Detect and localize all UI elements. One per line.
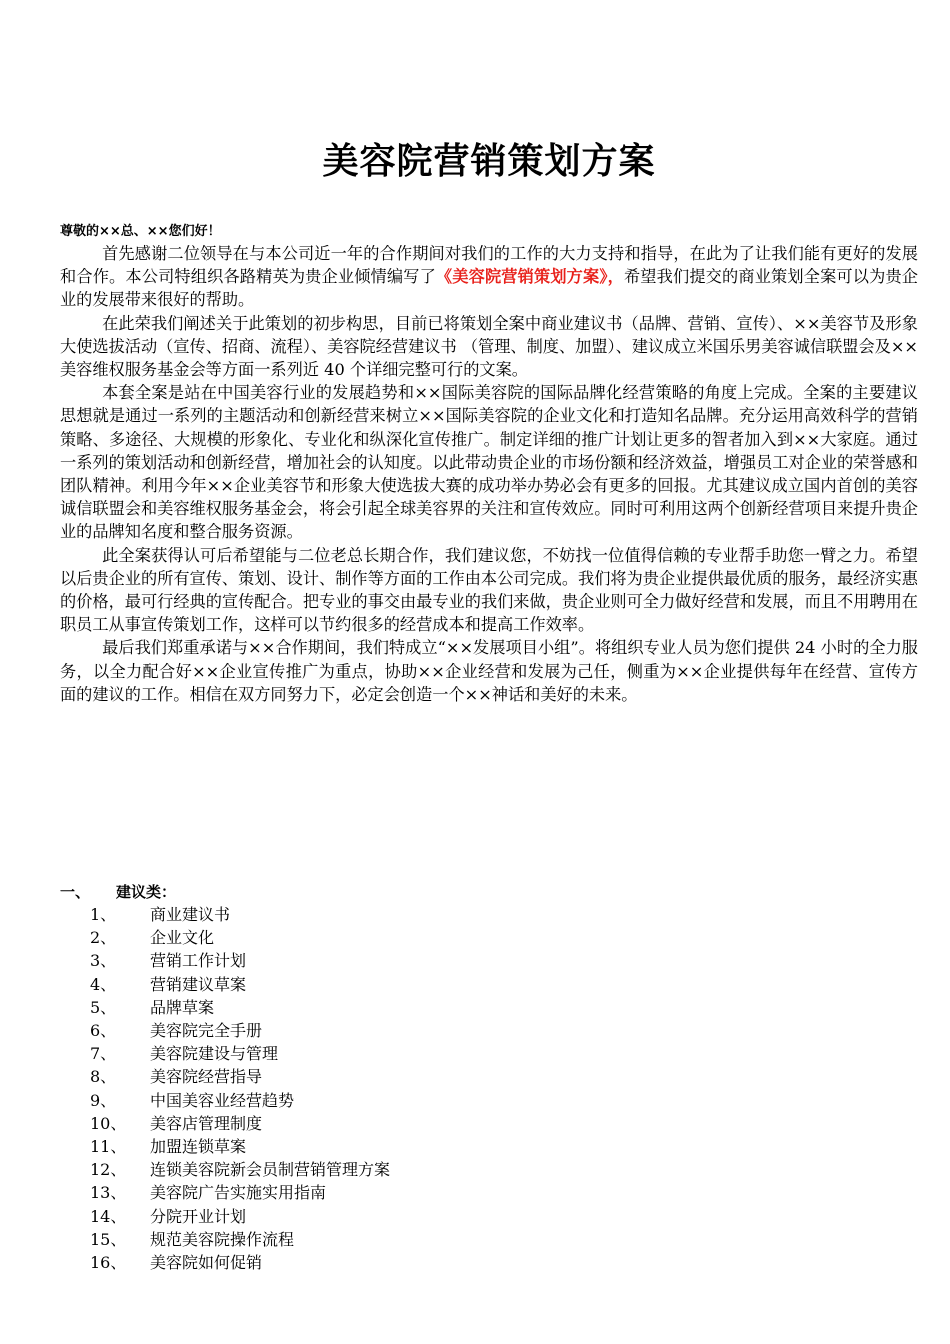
list-item-index: 10、 <box>90 1113 127 1133</box>
list-item <box>90 973 390 996</box>
suggestion-list <box>90 903 390 1274</box>
list-item-index: 6、 <box>90 1021 117 1041</box>
list-item <box>90 1135 390 1158</box>
list-item-index: 11、 <box>90 1137 127 1157</box>
section-title: 建议类： <box>116 883 177 901</box>
list-item-index: 5、 <box>90 997 117 1017</box>
list-item-index: 2、 <box>90 928 117 948</box>
list-item-index: 12、 <box>90 1160 127 1180</box>
list-item-label: 分院开业计划 <box>150 1206 247 1226</box>
list-item-label: 商业建议书 <box>150 905 231 924</box>
list-item <box>90 1065 390 1088</box>
list-item-label: 企业文化 <box>150 928 215 948</box>
list-item-index: 1、 <box>90 905 117 924</box>
list-item-label: 加盟连锁草案 <box>150 1137 247 1157</box>
list-item <box>90 926 390 949</box>
list-item-index: 16、 <box>90 1253 127 1273</box>
list-item-index: 15、 <box>90 1229 127 1249</box>
proposal-title-highlight: 《美容院营销策划方案》， <box>435 267 624 287</box>
paragraph-1 <box>60 242 918 312</box>
list-item <box>90 1205 390 1228</box>
list-item-label: 营销建议草案 <box>150 974 247 994</box>
list-item <box>90 1251 390 1274</box>
list-item <box>90 996 390 1019</box>
list-item-label: 品牌草案 <box>150 997 215 1017</box>
list-item <box>90 1112 390 1135</box>
list-item-label: 美容院经营指导 <box>150 1067 263 1087</box>
list-item-index: 13、 <box>90 1183 127 1203</box>
list-item <box>90 1042 390 1065</box>
paragraph-5: 最后我们郑重承诺与××合作期间，我们特成立“××发展项目小组”。将组织专业人员为您们提供 24 小时的全力服务，以全力配合好××企业宣传推广为重点，协助××企业经营和发展为己任，侧重为××企业提供每年在经营、宣传方面的建议的工作。相信在双方同努力下，必定会创造一个××神话和美好的未来。 <box>60 638 918 704</box>
list-item <box>90 1181 390 1204</box>
paragraph-4: 此全案获得认可后希望能与二位老总长期合作，我们建议您，不妨找一位值得信赖的专业帮手助您一臂之力。希望以后贵企业的所有宣传、策划、设计、制作等方面的工作由本公司完成。我们将为贵企业提供最优质的服务，最经济实惠的价格，最可行经典的宣传配合。把专业的事交由最专业的我们来做，贵企业则可全力做好经营和发展，而且不用聘用在职员工从事宣传策划工作，这样可以节约很多的经营成本和提高工作效率。 <box>60 545 918 635</box>
list-item-index: 14、 <box>90 1206 127 1226</box>
list-item <box>90 1019 390 1042</box>
list-item <box>90 1228 390 1251</box>
list-item-label: 中国美容业经营趋势 <box>150 1090 295 1110</box>
list-item-index: 4、 <box>90 974 117 994</box>
list-item <box>90 903 390 926</box>
body-text <box>60 242 918 706</box>
list-item-label: 美容院广告实施实用指南 <box>150 1183 327 1203</box>
paragraph-1-after: 希望我们提交的商业策划全案可以为贵企业的发展带来很好的帮助。 <box>60 267 918 310</box>
list-item-label: 美容院建设与管理 <box>150 1044 279 1064</box>
greeting-line: 尊敬的××总、××您们好！ <box>60 224 221 239</box>
list-item-index: 9、 <box>90 1090 117 1110</box>
paragraph-2: 在此荣我们阐述关于此策划的初步构思，目前已将策划全案中商业建议书（品牌、营销、宣传）、××美容节及形象大使选拔活动（宣传、招商、流程）、美容院经营建议书 （管理、制度、加盟）、建议成立米国乐男美容诚信联盟会及××美容维权服务基金会等方面一系列近 40 个详细完整可行的文案。 <box>60 313 918 380</box>
section-number: 一、 <box>60 883 91 901</box>
list-item-index: 7、 <box>90 1044 117 1064</box>
section-heading <box>60 880 176 904</box>
list-item <box>90 949 390 972</box>
list-item-label: 规范美容院操作流程 <box>150 1229 295 1249</box>
paragraph-3: 本套全案是站在中国美容行业的发展趋势和××国际美容院的国际品牌化经营策略的角度上完成。全案的主要建议思想就是通过一系列的主题活动和创新经营来树立××国际美容院的企业文化和打造知名品牌。充分运用高效科学的营销策略、多途径、大规模的形象化、专业化和纵深化宣传推广。制定详细的推广计划让更多的智者加入到××大家庭。通过一系列的策划活动和创新经营，增加社会的认知度。以此带动贵企业的市场份额和经济效益，增强员工对企业的荣誉感和团队精神。利用今年××企业美容节和形象大使选拔大赛的成功举办势必会有更多的回报。尤其建议成立国内首创的美容诚信联盟会和美容维权服务基金会，将会引起全球美容界的关注和宣传效应。同时可利用这两个创新经营项目来提升贵企业的品牌知名度和整合服务资源。 <box>60 383 918 542</box>
list-item-label: 连锁美容院新会员制营销管理方案 <box>150 1160 391 1180</box>
list-item-label: 美容院如何促销 <box>150 1253 263 1273</box>
list-item <box>90 1089 390 1112</box>
paragraph-1-before: 首先感谢二位领导在与本公司近一年的合作期间对我们的工作的大力支持和指导，在此为了让我们能有更好的发展和合作。本公司特组织各路精英为贵企业倾情编写了 <box>60 244 918 287</box>
list-item-index: 8、 <box>90 1067 117 1087</box>
list-item-label: 美容店管理制度 <box>150 1113 263 1133</box>
list-item <box>90 1158 390 1181</box>
list-item-index: 3、 <box>90 951 117 971</box>
list-item-label: 营销工作计划 <box>150 951 247 971</box>
document-title: 美容院营销策划方案 <box>322 141 656 182</box>
list-item-label: 美容院完全手册 <box>150 1021 263 1041</box>
